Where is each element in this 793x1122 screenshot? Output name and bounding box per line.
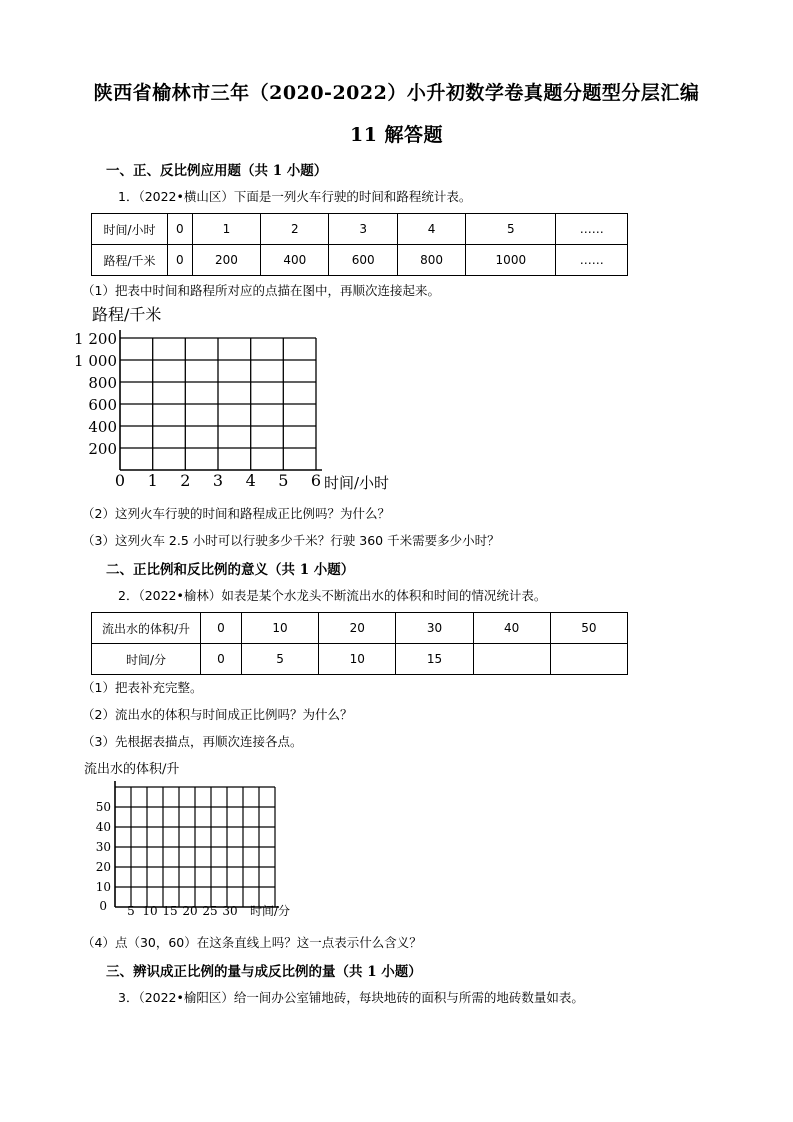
question-2-part-4: （4）点（30，60）在这条直线上吗？这一点表示什么含义？ xyxy=(82,935,422,950)
x-tick-label: 30 xyxy=(222,904,238,918)
table-cell: 40 xyxy=(473,613,550,644)
table-cell: 1000 xyxy=(466,245,556,276)
table-cell: 0 xyxy=(201,644,242,675)
y-tick-label: 800 xyxy=(88,374,117,392)
table-cell: 800 xyxy=(397,245,465,276)
section-1-heading: 一、正、反比例应用题（共 1 小题） xyxy=(106,163,328,179)
table-cell: 200 xyxy=(192,245,260,276)
graph-2-gridlines xyxy=(115,787,275,907)
graph-2-x-ticks xyxy=(127,904,237,918)
table-cell xyxy=(550,644,627,675)
y-tick-label: 1 000 xyxy=(74,352,117,370)
question-1-intro: 1．（2022•横山区）下面是一列火车行驶的时间和路程统计表。 xyxy=(118,189,472,204)
x-tick-label: 2 xyxy=(180,471,191,490)
table-cell: 1 xyxy=(192,214,260,245)
table-cell: 0 xyxy=(168,214,193,245)
table-cell: …… xyxy=(556,214,628,245)
y-tick-label: 50 xyxy=(95,800,111,814)
x-tick-label: 10 xyxy=(142,904,158,918)
table-cell: 0 xyxy=(201,613,242,644)
x-tick-label: 4 xyxy=(245,471,256,490)
row-label-volume: 流出水的体积/升 xyxy=(92,613,201,644)
table-cell: 15 xyxy=(396,644,473,675)
document-subtitle: 11 解答题 xyxy=(349,124,444,146)
graph-1-y-ticks xyxy=(74,330,117,458)
train-time-distance-table xyxy=(91,213,628,276)
document-title: 陕西省榆林市三年（2020-2022）小升初数学卷真题分题型分层汇编 xyxy=(93,82,700,104)
graph-2-xlabel: 时间/分 xyxy=(250,904,291,918)
table-cell: 4 xyxy=(397,214,465,245)
graph-1-axes xyxy=(120,330,322,470)
table-cell xyxy=(473,644,550,675)
question-1-part-2: （2）这列火车行驶的时间和路程成正比例吗？为什么？ xyxy=(82,506,390,521)
y-tick-label: 40 xyxy=(95,820,111,834)
graph-1-xlabel: 时间/小时 xyxy=(324,474,390,492)
row-label-time: 时间/小时 xyxy=(92,214,168,245)
y-tick-label: 600 xyxy=(88,396,117,414)
table-cell: …… xyxy=(556,245,628,276)
graph-2-ylabel: 流出水的体积/升 xyxy=(84,762,180,777)
x-tick-label: 5 xyxy=(127,904,135,918)
y-tick-label: 30 xyxy=(95,840,111,854)
table-cell: 3 xyxy=(329,214,397,245)
table-cell: 5 xyxy=(466,214,556,245)
graph-2-y-ticks xyxy=(96,800,111,894)
y-tick-label: 10 xyxy=(95,880,111,894)
graph-1-x-ticks xyxy=(115,471,321,490)
question-1-part-3: （3）这列火车 2.5 小时可以行驶多少千米？行驶 360 千米需要多少小时？ xyxy=(82,533,500,548)
y-tick-label: 400 xyxy=(88,418,117,436)
question-2-intro: 2．（2022•榆林）如表是某个水龙头不断流出水的体积和时间的情况统计表。 xyxy=(118,588,547,603)
table-cell: 5 xyxy=(241,644,318,675)
y-tick-label: 1 200 xyxy=(74,330,117,348)
table-cell: 2 xyxy=(261,214,329,245)
table-cell: 50 xyxy=(550,613,627,644)
table-cell: 30 xyxy=(396,613,473,644)
table-cell: 400 xyxy=(261,245,329,276)
water-volume-grid xyxy=(80,755,320,925)
row-label-time: 时间/分 xyxy=(92,644,201,675)
table-cell: 600 xyxy=(329,245,397,276)
question-2-part-1: （1）把表补充完整。 xyxy=(82,680,203,695)
x-tick-label: 15 xyxy=(162,904,178,918)
x-tick-label: 3 xyxy=(212,471,224,490)
question-2-part-2: （2）流出水的体积与时间成正比例吗？为什么？ xyxy=(82,707,353,722)
x-tick-label: 0 xyxy=(114,471,126,490)
table-cell: 20 xyxy=(319,613,396,644)
row-label-distance: 路程/千米 xyxy=(92,245,168,276)
water-volume-time-table xyxy=(91,612,628,675)
table-cell: 0 xyxy=(168,245,193,276)
x-tick-label: 6 xyxy=(310,471,322,490)
table-cell: 10 xyxy=(241,613,318,644)
graph-2-axes xyxy=(115,781,279,907)
y-tick-label: 20 xyxy=(95,860,111,874)
question-3-intro: 3．（2022•榆阳区）给一间办公室铺地砖，每块地砖的面积与所需的地砖数量如表。 xyxy=(118,990,584,1005)
question-1-part-1: （1）把表中时间和路程所对应的点描在图中，再顺次连接起来。 xyxy=(82,283,440,298)
y-tick-label: 200 xyxy=(88,440,117,458)
train-distance-grid xyxy=(70,300,430,500)
section-2-heading: 二、正比例和反比例的意义（共 1 小题） xyxy=(106,562,355,578)
graph-1-ylabel: 路程/千米 xyxy=(92,305,162,324)
graph-1-gridlines xyxy=(120,338,316,470)
x-tick-label: 25 xyxy=(202,904,218,918)
question-2-part-3: （3）先根据表描点，再顺次连接各点。 xyxy=(82,734,303,749)
section-3-heading: 三、辨识成正比例的量与成反比例的量（共 1 小题） xyxy=(106,964,422,980)
table-cell: 10 xyxy=(319,644,396,675)
x-tick-label: 1 xyxy=(147,471,158,490)
x-tick-label: 20 xyxy=(182,904,198,918)
x-tick-label: 5 xyxy=(278,471,289,490)
graph-2-origin-label: 0 xyxy=(99,899,107,913)
